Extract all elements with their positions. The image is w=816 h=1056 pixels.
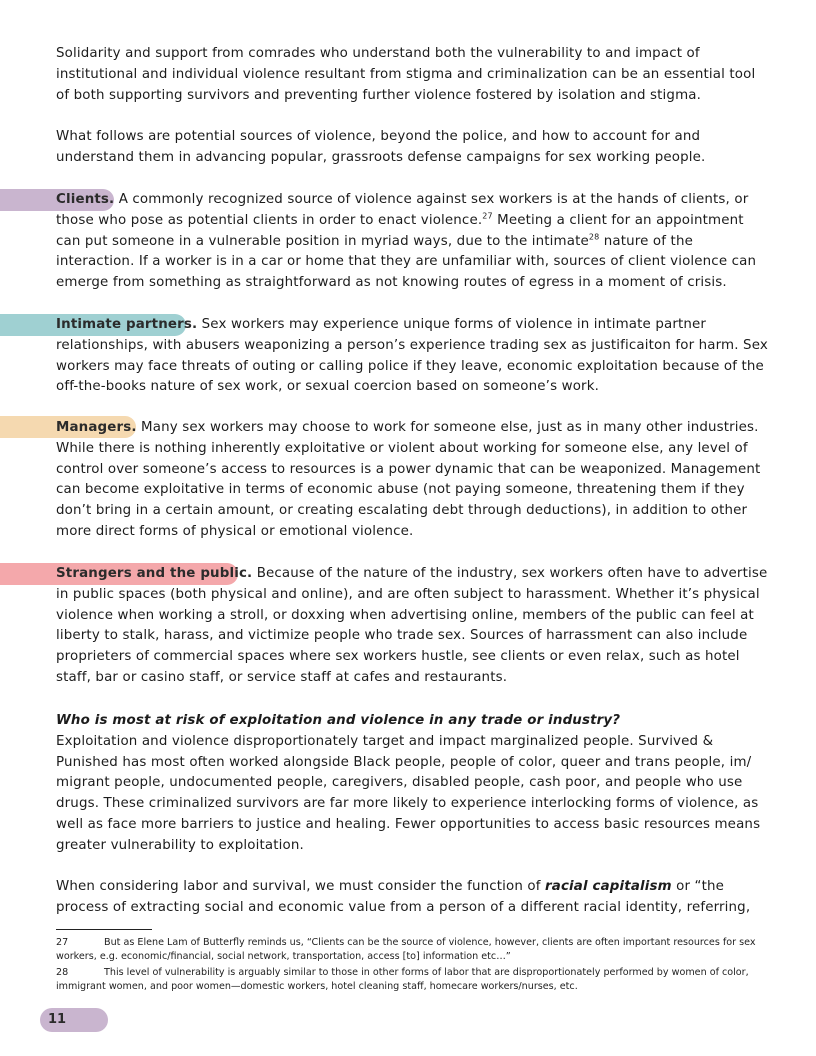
footnote-27 [56, 936, 768, 965]
footnote-ref-28[interactable]: 28 [588, 232, 600, 242]
footnote-text: But as Elene Lam of Butterfly reminds us, “Clients can be the source of violence, however, clients are often important resources for sex workers, e.g. economic/financial, social network, transportation, access [to] information etc…” [56, 937, 756, 963]
managers-paragraph [56, 418, 768, 543]
clients-text-a: A commonly recognized source of violence against sex workers is at the hands of clients, or those who pose as potential clients in order to enact violence. [56, 192, 749, 228]
footnote-number: 28 [56, 967, 69, 978]
racial-capitalism-paragraph [56, 877, 768, 919]
strangers-paragraph [56, 564, 768, 689]
clients-heading: Clients. [56, 192, 115, 207]
managers-heading: Managers. [56, 420, 137, 435]
intro-paragraph: Solidarity and support from comrades who understand both the vulnerability to and impact of institutional and individual violence resultant from stigma and criminalization can be an essential tool of both supporting survivors and preventing further violence fostered by isolation and stigma. [56, 46, 756, 103]
footnote-28 [56, 966, 768, 995]
risk-question-heading: Who is most at risk of exploitation and violence in any trade or industry? [56, 713, 621, 728]
strangers-text: Because of the nature of the industry, sex workers often have to advertise in public spaces (both physical and online), and are often subject to harassment. Whether it’s physical violence when working a stroll, or doxxing when advertising online, members of the public can feel at liberty to stalk, harass, and victimize people who trade sex. Sources of harrassment can also include proprieters of commercial spaces where sex workers hustle, see clients or even relax, such as hotel staff, bar or casino staff, or service staff at cafes and restaurants. [56, 566, 768, 685]
footnote-divider [56, 929, 152, 930]
intimate-partners-text: Sex workers may experience unique forms of violence in intimate partner relationships, with abusers weaponizing a person’s experience trading sex as justificaiton for harm. Sex workers may face threats of outing or calling police if they leave, economic exploitation because of the off-the-books nature of sex work, or sexual coercion based on someone’s work. [56, 317, 768, 395]
strangers-heading: Strangers and the public. [56, 566, 253, 581]
racial-capitalism-text-b: or “the process of extracting social and economic value from a person of a different racial identity, referring, [56, 879, 751, 915]
footnote-text: This level of vulnerability is arguably similar to those in other forms of labor that are disproportionately performed by women of color, immigrant women, and poor women—domestic workers, hotel cleaning staff, homecare workers/nurses, etc. [56, 967, 749, 993]
footnote-ref-27[interactable]: 27 [482, 211, 493, 221]
intimate-partners-heading: Intimate partners. [56, 317, 198, 332]
racial-capitalism-text-a: When considering labor and survival, we must consider the function of [56, 879, 546, 894]
racial-capitalism-term: racial capitalism [545, 879, 672, 894]
clients-text-c: nature of the interaction. If a worker is in a car or home that they are unfamiliar with, sources of client violence can emerge from something as straightforward as not knowing routes of egress in a moment of crisis. [56, 233, 757, 291]
managers-text: Many sex workers may choose to work for someone else, just as in many other industries. While there is nothing inherently exploitative or violent about working for someone else, any level of control over someone’s access to resources is a power dynamic that can be weaponized. Management can become exploitative in terms of economic abuse (not paying someone, threatening them if they don’t bring in a certain amount, or creating escalating debt through deductions), in addition to other more direct forms of physical or emotional violence. [56, 420, 761, 539]
footnote-number: 27 [56, 937, 69, 948]
intimate-partners-paragraph [56, 315, 768, 398]
clients-text-b: Meeting a client for an appointment can put someone in a vulnerable position in myriad ways, due to the intimate [56, 212, 744, 249]
sources-intro-paragraph: What follows are potential sources of violence, beyond the police, and how to account for and understand them in advancing popular, grassroots defense campaigns for sex working people. [56, 129, 706, 165]
page-number: 11 [40, 1008, 108, 1032]
risk-paragraph: Exploitation and violence disproportionately target and impact marginalized people. Survived & Punished has most often worked alongside Black people, people of color, queer and trans people, im/ migrant people, undocumented people, caregivers, disabled people, cash poor, and people who use drugs. These criminalized survivors are far more likely to experience interlocking forms of violence, as well as face more barriers to justice and healing. Fewer opportunities to access basic resources means greater vulnerability to exploitation. [56, 733, 761, 853]
risk-section [56, 711, 768, 857]
clients-paragraph [56, 190, 768, 294]
